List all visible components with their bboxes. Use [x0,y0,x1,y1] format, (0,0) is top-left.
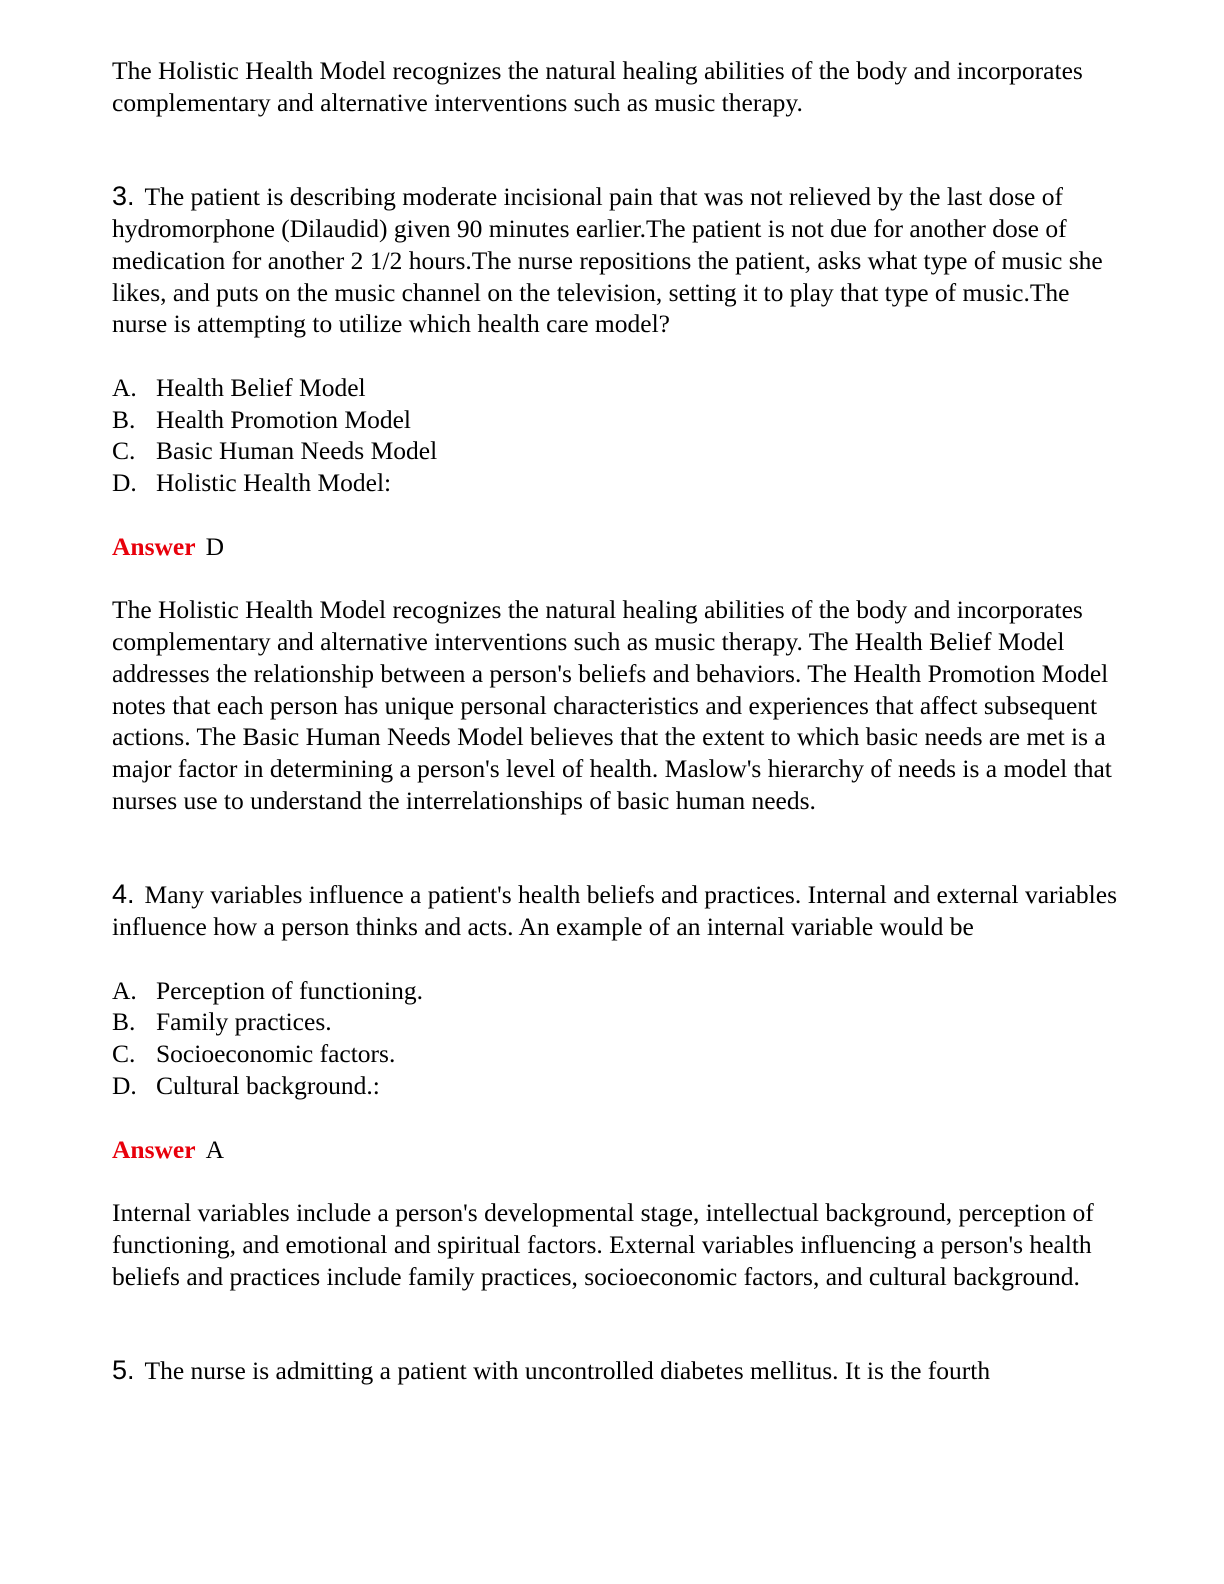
option-a [112,975,1122,1007]
option-text: Family practices. [156,1007,332,1037]
option-text: Perception of functioning. [156,975,423,1005]
option-b [112,404,1122,436]
option-d [112,1070,1122,1102]
question-stem [112,1355,1122,1387]
option-c [112,1038,1122,1070]
answer-value: D [205,531,224,561]
option-c [112,435,1122,467]
option-text: Cultural background.: [156,1070,380,1100]
answer-label: Answer [112,1134,196,1164]
question-4 [112,879,1122,1292]
rationale-paragraph: The Holistic Health Model recognizes the natural healing abilities of the body and incorporates complementary and alternative interventions such as music therapy. The Health Belief Model addresses the relationship between a person's beliefs and behaviors. The Health Promotion Model notes that each person has unique personal characteristics and experiences that affect subsequent actions. The Basic Human Needs Model believes that the extent to which basic needs are met is a major factor in determining a person's level of health. Maslow's hierarchy of needs is a model that nurses use to understand the interrelationships of basic human needs. [112,595,1112,815]
option-letter: A. [112,975,137,1005]
question-3 [112,181,1122,816]
option-letter: A. [112,372,137,402]
answer-options [112,975,1122,1102]
question-5 [112,1355,1122,1387]
option-b [112,1006,1122,1038]
option-text: Health Promotion Model [156,404,411,434]
question-stem [112,879,1122,942]
option-text: Health Belief Model [156,372,366,402]
question-text: The patient is describing moderate incisional pain that was not relieved by the last dose of hydromorphone (Dilaudid) given 90 minutes earlier.The patient is not due for another dose of medication for another 2 1/2 hours.The nurse repositions the patient, asks what type of music she likes, and puts on the music channel on the television, setting it to play that type of music.The nurse is attempting to utilize which health care model? [112,182,1103,339]
question-text: The nurse is admitting a patient with uncontrolled diabetes mellitus. It is the fourth [144,1356,991,1386]
option-a [112,372,1122,404]
question-number: 3. [112,181,135,212]
question-stem [112,181,1122,340]
document-page [112,55,1122,1387]
answer-line [112,1134,1122,1166]
option-letter: D. [112,1070,137,1100]
rationale-paragraph: Internal variables include a person's developmental stage, intellectual background, perception of functioning, and emotional and spiritual factors. External variables influencing a person's health beliefs and practices include family practices, socioeconomic factors, and cultural background. [112,1198,1094,1291]
option-text: Socioeconomic factors. [156,1039,396,1069]
option-letter: B. [112,1007,136,1037]
question-text: Many variables influence a patient's health beliefs and practices. Internal and external variables influence how a person thinks and acts. An example of an internal variable would be [112,880,1117,942]
question-number: 4. [112,879,135,910]
intro-paragraph: The Holistic Health Model recognizes the natural healing abilities of the body and incorporates complementary and alternative interventions such as music therapy. [112,56,1083,117]
option-text: Basic Human Needs Model [156,436,438,466]
option-d [112,467,1122,499]
answer-line [112,531,1122,563]
answer-options [112,372,1122,499]
option-letter: B. [112,404,136,434]
answer-value: A [205,1134,224,1164]
question-number: 5. [112,1355,135,1386]
option-letter: C. [112,1039,136,1069]
option-text: Holistic Health Model: [156,468,392,498]
option-letter: C. [112,436,136,466]
answer-label: Answer [112,531,196,561]
option-letter: D. [112,468,137,498]
